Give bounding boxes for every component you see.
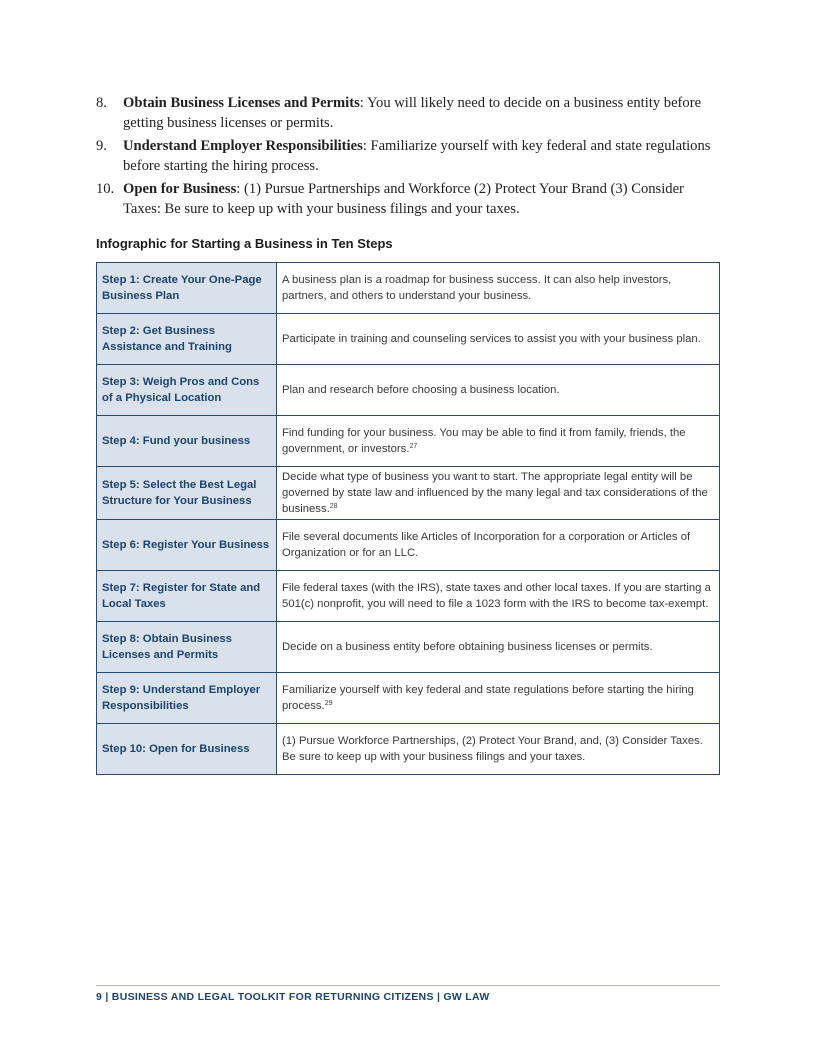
step-description-text: Familiarize yourself with key federal and state regulations before starting the hiring process.	[282, 684, 694, 712]
table-row	[97, 263, 720, 314]
step-label: Step 4: Fund your business	[97, 416, 277, 467]
footnote-ref: 28	[329, 503, 338, 510]
footnote-ref: 29	[324, 700, 333, 707]
step-label: Step 5: Select the Best Legal Structure for Your Business	[97, 467, 277, 520]
table-row	[97, 520, 720, 571]
step-description-text: File federal taxes (with the IRS), state taxes and other local taxes. If you are starting a 501(c) nonprofit, you will need to file a 1023 form with the IRS to become tax-exempt.	[282, 582, 711, 610]
table-row	[97, 314, 720, 365]
list-item	[96, 180, 720, 219]
list-text: : You will likely need to decide on a business entity before getting business licenses or permits.	[123, 95, 702, 131]
step-label: Step 9: Understand Employer Responsibilities	[97, 673, 277, 724]
page-footer: 9 | BUSINESS AND LEGAL TOOLKIT FOR RETURNING CITIZENS | GW LAW	[96, 991, 490, 1003]
steps-table	[96, 262, 720, 775]
list-term: Understand Employer Responsibilities	[123, 138, 363, 154]
list-number: 9.	[96, 138, 107, 154]
step-description-text: File several documents like Articles of Incorporation for a corporation or Articles of Organization or for an LLC.	[282, 531, 691, 559]
step-description	[277, 724, 720, 775]
footer-divider	[96, 985, 720, 986]
step-description	[277, 520, 720, 571]
step-label: Step 7: Register for State and Local Taxes	[97, 571, 277, 622]
step-description	[277, 571, 720, 622]
table-row	[97, 622, 720, 673]
step-description-text: Participate in training and counseling services to assist you with your business plan.	[282, 333, 701, 345]
list-text: : (1) Pursue Partnerships and Workforce (2) Protect Your Brand (3) Consider Taxes: Be sure to keep up with your business filings and your taxes.	[123, 181, 684, 217]
step-description	[277, 622, 720, 673]
infographic-title: Infographic for Starting a Business in Ten Steps	[96, 236, 393, 251]
step-description	[277, 314, 720, 365]
list-term: Obtain Business Licenses and Permits	[123, 95, 360, 111]
step-description	[277, 416, 720, 467]
list-term: Open for Business	[123, 181, 237, 197]
step-description	[277, 365, 720, 416]
list-item	[96, 137, 720, 176]
table-row	[97, 724, 720, 775]
list-number: 8.	[96, 95, 107, 111]
step-description-text: (1) Pursue Workforce Partnerships, (2) Protect Your Brand, and, (3) Consider Taxes. Be sure to keep up with your business filings and your taxes.	[282, 735, 703, 763]
step-description-text: A business plan is a roadmap for business success. It can also help investors, partners, and others to understand your business.	[282, 274, 672, 302]
step-description-text: Decide what type of business you want to start. The appropriate legal entity will be governed by state law and influenced by the many legal and tax considerations of the business.	[282, 471, 708, 515]
table-row	[97, 416, 720, 467]
step-description-text: Plan and research before choosing a business location.	[282, 384, 560, 396]
step-label: Step 8: Obtain Business Licenses and Permits	[97, 622, 277, 673]
list-text: : Familiarize yourself with key federal and state regulations before starting the hiring process.	[123, 138, 711, 174]
table-row	[97, 673, 720, 724]
numbered-step-list	[96, 94, 720, 223]
step-label: Step 3: Weigh Pros and Cons of a Physical Location	[97, 365, 277, 416]
step-label: Step 6: Register Your Business	[97, 520, 277, 571]
footnote-ref: 27	[409, 443, 418, 450]
list-item	[96, 94, 720, 133]
step-label: Step 2: Get Business Assistance and Training	[97, 314, 277, 365]
step-description	[277, 673, 720, 724]
table-row	[97, 365, 720, 416]
step-description-text: Find funding for your business. You may be able to find it from family, friends, the government, or investors.	[282, 427, 686, 455]
list-number: 10.	[96, 181, 115, 197]
step-description-text: Decide on a business entity before obtaining business licenses or permits.	[282, 641, 653, 653]
step-label: Step 1: Create Your One-Page Business Plan	[97, 263, 277, 314]
step-label: Step 10: Open for Business	[97, 724, 277, 775]
step-description	[277, 263, 720, 314]
table-row	[97, 467, 720, 520]
step-description	[277, 467, 720, 520]
table-row	[97, 571, 720, 622]
